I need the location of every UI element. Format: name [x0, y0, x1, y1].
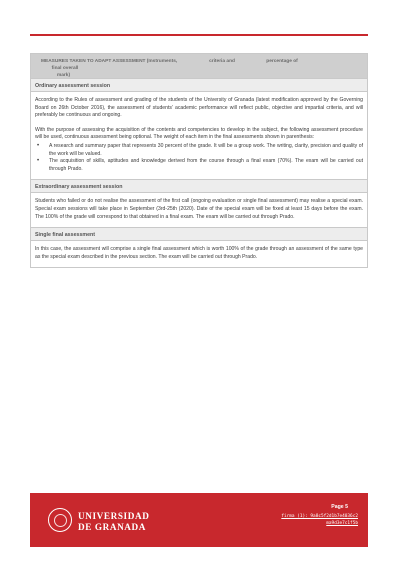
section-body-single-final — [31, 241, 367, 267]
section-title-extraordinary: Extraordinary assessment session — [31, 179, 367, 193]
table-header — [31, 54, 367, 78]
verification-code[interactable] — [281, 513, 358, 527]
paragraph: In this case, the assessment will comprise a single final assessment which is worth 100% of the grade through an assessment of the same type as the special exam described in the previous section. The exam will be carried out through Prado. — [35, 246, 363, 260]
header-wrap-text: mark) — [57, 73, 71, 78]
university-seal-icon — [48, 508, 72, 532]
top-red-rule — [30, 34, 368, 36]
verification-line1: firma (1): 9a8c5f2d1b7e4036c2 — [281, 514, 358, 519]
assessment-table — [30, 53, 368, 268]
page-number: Page 5 — [331, 504, 348, 510]
section-body-extraordinary — [31, 193, 367, 227]
header-col-criteria: criteria and — [209, 59, 235, 64]
university-name-line1: UNIVERSIDAD — [78, 511, 150, 521]
header-col-final: final overall — [51, 66, 79, 71]
section-title-single-final: Single final assessment — [31, 227, 367, 241]
verification-line2: ma9d3e7c1f5b — [326, 521, 358, 526]
university-name-line2: DE GRANADA — [78, 521, 147, 532]
university-name — [78, 511, 149, 532]
paragraph: According to the Rules of assessment and grading of the students of the University of Granada (latest modification approved by the Governing Board on 26th October 2016), the assessment of students’ academic performance will reflect public, objective and impartial criteria, and will preferably be continuous and ongoing. — [35, 97, 363, 119]
bullet-item: • A research and summary paper that represents 30 percent of the grade. It will be a group work. The writing, clarity, precision and quality of the work will be valued. — [35, 143, 363, 158]
page-footer — [30, 493, 368, 547]
bullet-list — [35, 143, 363, 173]
paragraph: With the purpose of assessing the acquisition of the contents and competencies to develop in the subject, the following assessment procedure will be used, continuous assessment being optional. The weight of each item in the final assessments shown in parenthesis: — [35, 126, 363, 141]
header-col-percentage: percentage of — [266, 59, 298, 64]
paragraph: Students who failed or do not realise the assessment of the first call (ongoing evaluation or single final assessment) may realise a special exam. Special exam sessions will take place in September (3rd-25th (2020). Date of the special exam will be fixed at least 15 days before the exam. The 100% of the grade will correspond to that obtained in a final exam. The exam will be carried out through Prado. — [35, 198, 363, 220]
section-body-ordinary — [31, 92, 367, 179]
section-title-ordinary: Ordinary assessment session — [31, 78, 367, 92]
bullet-item: • The acquisition of skills, aptitudes and knowledge derived from the course through a final exam (70%). The exam will be carried out through Prado. — [35, 158, 363, 173]
header-col-measures: MEASURES TAKEN TO ADAPT ASSESSMENT (Instruments, — [41, 59, 178, 64]
